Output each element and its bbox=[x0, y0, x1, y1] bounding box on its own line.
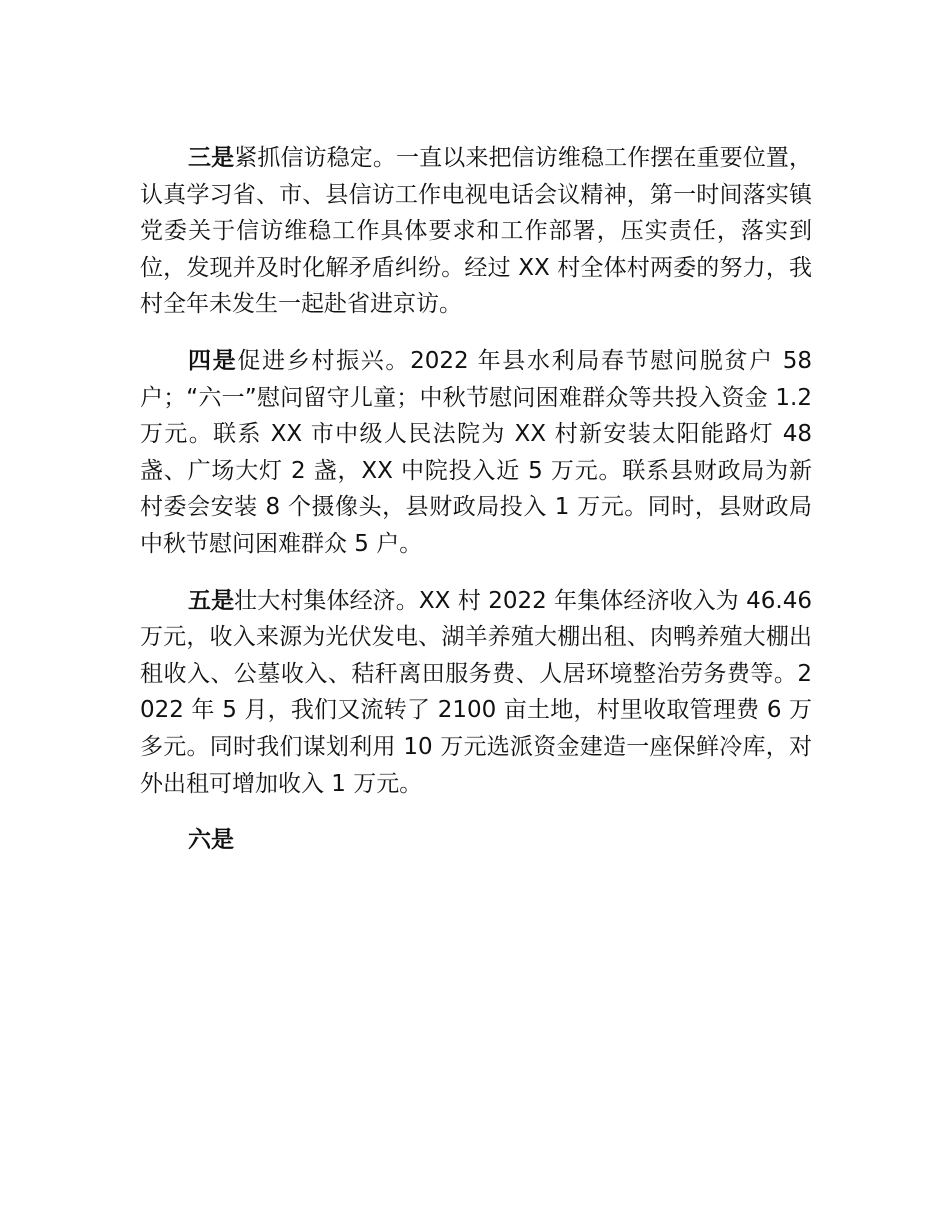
paragraph-wushi bbox=[140, 583, 812, 803]
paragraph-sishi bbox=[140, 343, 812, 563]
document-body bbox=[140, 140, 812, 879]
paragraph-lead: 四是 bbox=[188, 347, 238, 374]
paragraph-lead: 五是 bbox=[188, 587, 235, 614]
paragraph-text: 壮大村集体经济。XX 村 2022 年集体经济收入为 46.46 万元，收入来源为光伏发电、湖羊养殖大棚出租、肉鸭养殖大棚出租收入、公墓收入、秸秆离田服务费、人居环境整治劳务费等。2022 年 5 月，我们又流转了 2100 亩土地，村里收取管理费 6 万多元。同时我们谋划利用 10 万元选派资金建造一座保鲜冷库，对外出租可增加收入 1 万元。 bbox=[140, 587, 813, 797]
paragraph-liushi bbox=[140, 822, 812, 859]
paragraph-lead: 三是 bbox=[188, 145, 235, 171]
paragraph-sanshi bbox=[140, 140, 812, 323]
paragraph-lead: 六是 bbox=[188, 827, 234, 854]
paragraph-text: 促进乡村振兴。2022 年县水利局春节慰问脱贫户 58 户；“六一”慰问留守儿童；中秋节慰问困难群众等共投入资金 1.2 万元。联系 XX 市中级人民法院为 XX 村新安装太阳能路灯 48 盏、广场大灯 2 盏，XX 中院投入近 5 万元。联系县财政局为新村委会安装 8 个摄像头，县财政局投入 1 万元。同时，县财政局中秋节慰问困难群众 5 户。 bbox=[140, 347, 813, 557]
paragraph-text: 紧抓信访稳定。一直以来把信访维稳工作摆在重要位置，认真学习省、市、县信访工作电视电话会议精神，第一时间落实镇党委关于信访维稳工作具体要求和工作部署，压实责任，落实到位，发现并及时化解矛盾纠纷。经过 XX 村全体村两委的努力，我村全年未发生一起赴省进京访。 bbox=[140, 145, 813, 318]
